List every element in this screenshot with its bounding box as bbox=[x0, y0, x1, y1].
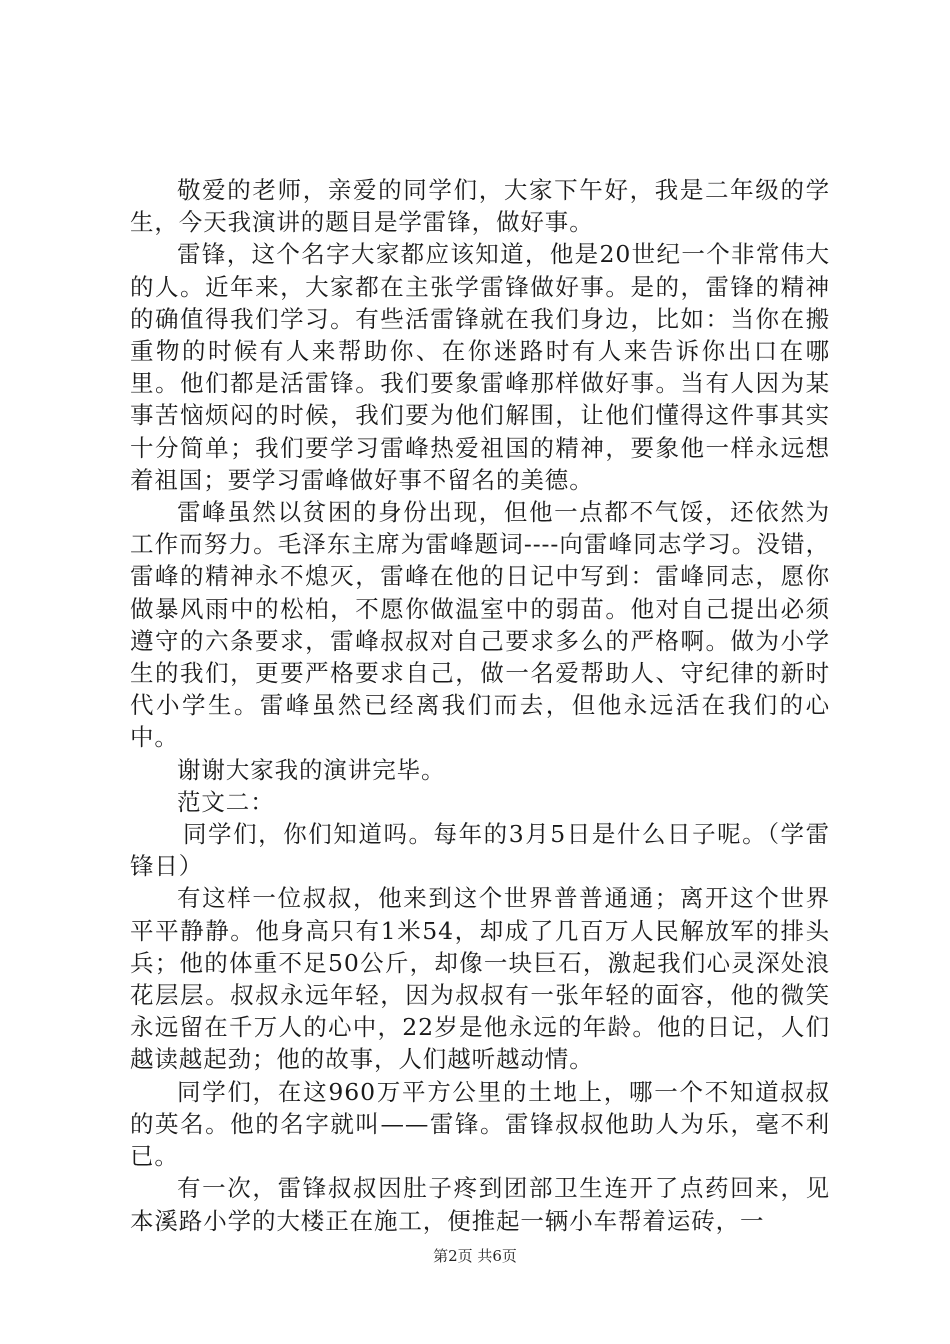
paragraph-uncle-description: 有这样一位叔叔，他来到这个世界普普通通；离开这个世界平平静静。他身高只有1米54，却成了几百万人民解放军的排头兵；他的体重不足50公斤，却像一块巨石，激起我们心灵深处浪花层层。叔叔永远年轻，因为叔叔有一张年轻的面容，他的微笑永远留在千万人的心中，22岁是他永远的年龄。他的日记，人们越读越起劲；他的故事，人们越听越动情。 bbox=[130, 884, 830, 1074]
paragraph-leifeng-intro: 雷锋，这个名字大家都应该知道，他是20世纪一个非常伟大的人。近年来，大家都在主张学雷锋做好事。是的，雷锋的精神的确值得我们学习。有些活雷锋就在我们身边，比如：当你在搬重物的时候有人来帮助你、在你迷路时有人来告诉你出口在哪里。他们都是活雷锋。我们要象雷峰那样做好事。当有人因为某事苦恼烦闷的时候，我们要为他们解围，让他们懂得这件事其实十分简单；我们要学习雷峰热爱祖国的精神，要象他一样永远想着祖国；要学习雷峰做好事不留名的美德。 bbox=[130, 240, 830, 494]
section-heading-sample-two: 范文二： bbox=[177, 787, 275, 816]
paragraph-greeting: 敬爱的老师，亲爱的同学们，大家下午好，我是二年级的学生，今天我演讲的题目是学雷锋，做好事。 bbox=[130, 176, 830, 237]
paragraph-leifeng-spirit: 雷峰虽然以贫困的身份出现，但他一点都不气馁，还依然为工作而努力。毛泽东主席为雷峰题词----向雷峰同志学习。没错，雷峰的精神永不熄灭，雷峰在他的日记中写到：雷峰同志，愿你做暴风雨中的松柏，不愿你做温室中的弱苗。他对自己提出必须遵守的六条要求，雷峰叔叔对自己要求多么的严格啊。做为小学生的我们，更要严格要求自己，做一名爱帮助人、守纪律的新时代小学生。雷峰虽然已经离我们而去，但他永远活在我们的心中。 bbox=[130, 498, 830, 752]
paragraph-story: 有一次，雷锋叔叔因肚子疼到团部卫生连开了点药回来，见本溪路小学的大楼正在施工，便推起一辆小车帮着运砖，一 bbox=[130, 1174, 830, 1235]
paragraph-question: 同学们，你们知道吗。每年的3月5日是什么日子呢。（学雷锋日） bbox=[130, 820, 830, 881]
page-number-footer: 第2页 共6页 bbox=[433, 1247, 517, 1265]
document-body bbox=[130, 174, 830, 1237]
paragraph-closing: 谢谢大家我的演讲完毕。 bbox=[177, 755, 446, 784]
paragraph-uncle-name: 同学们，在这960万平方公里的土地上，哪一个不知道叔叔的英名。他的名字就叫——雷锋。雷锋叔叔他助人为乐，毫不利已。 bbox=[130, 1077, 830, 1171]
